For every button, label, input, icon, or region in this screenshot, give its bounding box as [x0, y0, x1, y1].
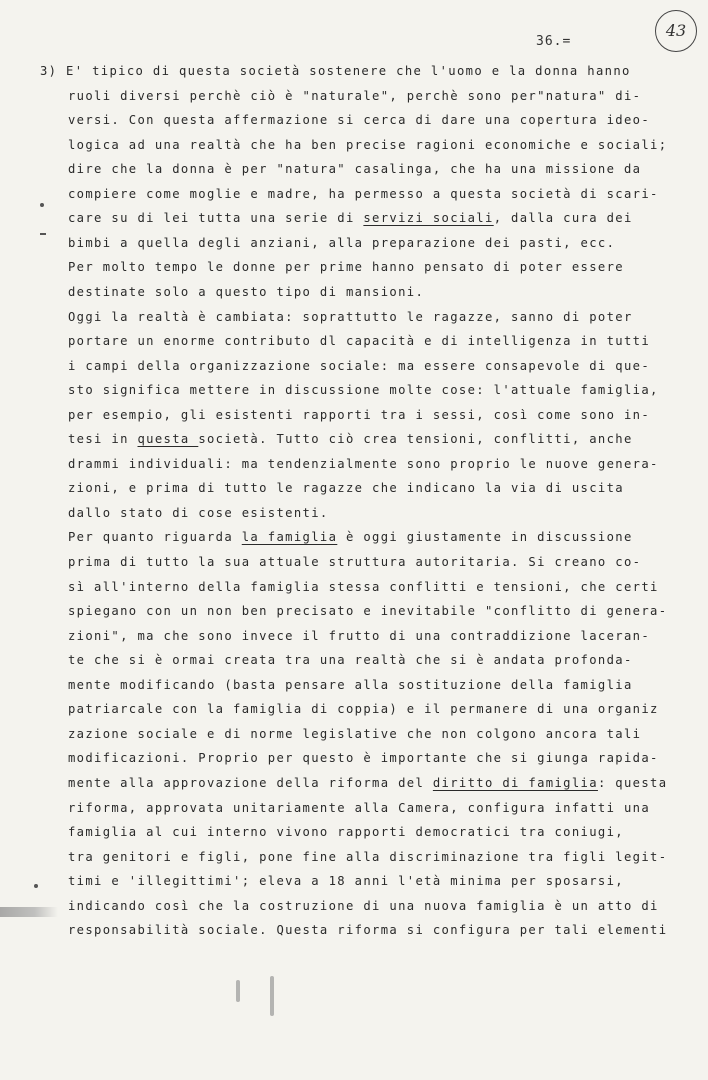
scan-mark [236, 980, 240, 1002]
text-line [68, 726, 643, 742]
page-number: 36.= [536, 34, 572, 49]
text-segment: 3) E' tipico di questa società sostenere che l'uomo e la donna hanno [40, 64, 631, 78]
text-segment: società. Tutto ciò crea tensioni, conflitti, anche [198, 432, 633, 447]
text-line [68, 628, 651, 644]
text-segment: zioni, e prima di tutto le ragazze che indicano la via di uscita [68, 481, 624, 496]
underlined-text: diritto di famiglia [432, 775, 598, 790]
text-line [68, 284, 643, 300]
text-line [68, 800, 651, 816]
text-segment: bimbi a quella degli anziani, alla preparazione dei pasti, ecc. [68, 235, 616, 250]
text-line [68, 88, 643, 104]
margin-dot [34, 884, 38, 888]
text-segment: dire che la donna è per "natura" casalinga, che ha una missione da [68, 162, 642, 177]
text-line [68, 431, 643, 447]
text-line [68, 333, 651, 349]
text-segment: , dalla cura dei [493, 211, 633, 226]
underlined-text: la famiglia [241, 530, 338, 545]
text-segment: prima di tutto la sua attuale struttura autoritaria. Si creano co- [68, 555, 642, 569]
text-line [68, 701, 659, 717]
text-line [68, 309, 643, 325]
underlined-text: servizi sociali [363, 211, 494, 226]
text-segment: riforma, approvata unitariamente alla Camera, configura infatti una [68, 800, 651, 815]
text-segment: tra genitori e figli, pone fine alla discriminazione tra figli legit- [68, 849, 668, 864]
text-segment: te che si è ormai creata tra una realtà che si è andata profonda- [68, 653, 633, 668]
text-line [68, 382, 659, 398]
text-segment: zioni", ma che sono invece il frutto di una contraddizione laceran- [68, 628, 651, 643]
text-line [68, 824, 643, 840]
text-line [68, 898, 659, 914]
text-segment: per esempio, gli esistenti rapporti tra i sessi, così come sono in- [68, 407, 651, 422]
text-line [68, 456, 659, 472]
text-line [68, 922, 668, 938]
text-line [68, 849, 668, 865]
text-segment: timi e 'illegittimi'; eleva a 18 anni l'età minima per sposarsi, [68, 874, 624, 889]
text-segment: mente modificando (basta pensare alla sostituzione della famiglia [68, 677, 633, 692]
text-segment: sto significa mettere in discussione molte cose: l'attuale famiglia, [68, 383, 659, 398]
text-line [68, 259, 643, 275]
text-line [68, 480, 643, 496]
text-line [68, 235, 643, 251]
text-segment: : questa [597, 775, 668, 790]
archive-stamp: 43 [655, 10, 697, 52]
text-segment: destinate solo a questo tipo di mansioni. [68, 284, 425, 299]
text-line [68, 750, 659, 766]
text-line [68, 873, 643, 889]
scan-smudge [0, 907, 58, 917]
text-segment: spiegano con un non ben precisato e inevitabile "conflitto di genera- [68, 604, 668, 619]
text-segment: tesi in [68, 432, 138, 447]
text-segment: drammi individuali: ma tendenzialmente sono proprio le nuove genera- [68, 456, 659, 471]
margin-dot [40, 203, 44, 207]
text-line [68, 161, 643, 177]
text-segment: i campi della organizzazione sociale: ma essere consapevole di que- [68, 358, 651, 373]
text-segment: Per quanto riguarda [68, 530, 242, 545]
text-line [40, 63, 631, 79]
text-segment: patriarcale con la famiglia di coppia) e il permanere di una organiz [68, 702, 659, 717]
text-line [68, 603, 668, 619]
text-segment: responsabilità sociale. Questa riforma si configura per tali elementi [68, 923, 668, 938]
text-segment: Per molto tempo le donne per prime hanno pensato di poter essere [68, 260, 624, 275]
text-segment: Oggi la realtà è cambiata: soprattutto le ragazze, sanno di poter [68, 309, 633, 324]
text-segment: indicando così che la costruzione di una nuova famiglia è un atto di [68, 898, 659, 913]
scan-mark [270, 976, 274, 1016]
text-line [68, 112, 651, 128]
text-line [68, 677, 643, 693]
text-line [68, 579, 659, 595]
text-segment: famiglia al cui interno vivono rapporti democratici tra coniugi, [68, 825, 624, 840]
text-segment: modificazioni. Proprio per questo è importante che si giunga rapida- [68, 751, 659, 766]
text-segment: sì all'interno della famiglia stessa conflitti e tensioni, che certi [68, 579, 659, 594]
text-segment: zazione sociale e di norme legislative che non colgono ancora tali [68, 726, 642, 741]
text-segment: ruoli diversi perchè ciò è "naturale", perchè sono per"natura" di- [68, 88, 642, 103]
text-line [68, 505, 643, 521]
underlined-text: questa [137, 432, 199, 447]
text-segment: dallo stato di cose esistenti. [68, 505, 329, 520]
text-line [68, 407, 651, 423]
text-line [68, 186, 659, 202]
text-line [68, 358, 651, 374]
text-segment: è oggi giustamente in discussione [337, 530, 633, 545]
text-line [68, 137, 668, 153]
margin-dash [40, 233, 46, 235]
text-segment: mente alla approvazione della riforma del [68, 775, 433, 790]
text-segment: compiere come moglie e madre, ha permesso a questa società di scari- [68, 186, 659, 201]
text-line [68, 775, 668, 791]
text-line [68, 210, 643, 226]
text-segment: logica ad una realtà che ha ben precise ragioni economiche e sociali; [68, 137, 668, 152]
text-line [68, 652, 643, 668]
text-line [68, 554, 643, 570]
text-segment: versi. Con questa affermazione si cerca di dare una copertura ideo- [68, 113, 651, 128]
text-segment: care su di lei tutta una serie di [68, 211, 364, 226]
text-line [68, 529, 643, 545]
text-segment: portare un enorme contributo dl capacità e di intelligenza in tutti [68, 334, 651, 349]
